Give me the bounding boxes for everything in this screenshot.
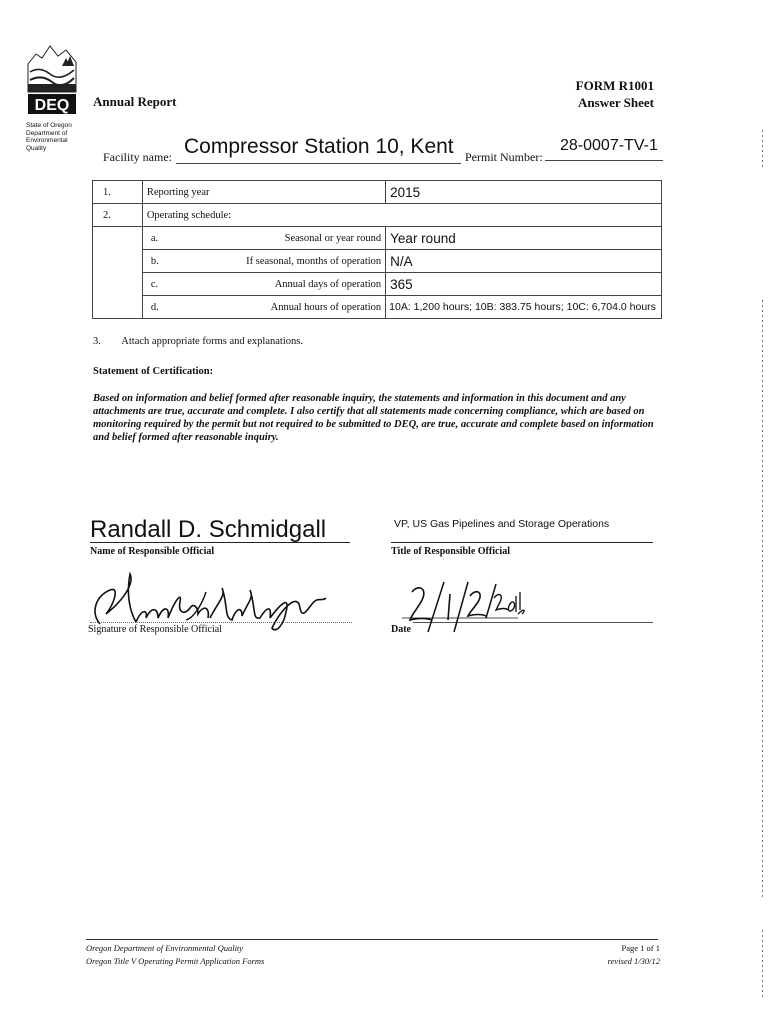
permit-label: Permit Number: [465,150,543,164]
sub-label: If seasonal, months of operation [179,250,386,273]
table-row [93,227,662,250]
logo-text: DEQ [34,97,70,114]
logo-caption-line: Environmental [26,137,68,144]
sub-label: Annual days of operation [179,273,386,296]
report-title: Annual Report [93,94,177,109]
name-underline [90,542,350,543]
signature-caption: Signature of Responsible Official [88,624,222,635]
table-row [93,273,662,296]
revision-date: revised 1/30/12 [607,956,660,966]
footer-rule [86,939,658,940]
footer-agency: Oregon Department of Environmental Quality [86,943,244,953]
footer-form-set: Oregon Title V Operating Permit Application Forms [86,956,265,966]
answer-table [92,180,662,319]
name-caption: Name of Responsible Official [90,546,215,557]
season-value: Year round [386,227,662,250]
official-name-value: Randall D. Schmidgall [90,516,327,543]
item-3-text: 3. Attach appropriate forms and explanations. [93,336,303,347]
permit-number-value: 28-0007-TV-1 [560,137,658,154]
sub-label: Annual hours of operation [179,296,386,319]
hours-value: 10A: 1,200 hours; 10B: 383.75 hours; 10C: 6,704.0 hours [386,296,662,319]
table-row [93,250,662,273]
row-number: 2. [93,204,143,227]
form-id: FORM R1001 [575,78,654,93]
row-label: Operating schedule: [142,204,661,227]
deq-logo [26,36,78,118]
row-label: Reporting year [142,181,385,204]
scan-edge-artifact [761,0,764,1024]
logo-caption-line: State of Oregon [26,122,72,129]
certification-heading: Statement of Certification: [93,366,214,377]
sub-label: Seasonal or year round [179,227,386,250]
date-caption: Date [391,624,411,635]
title-caption: Title of Responsible Official [391,546,510,557]
sub-letter: d. [142,296,179,319]
form-subtitle: Answer Sheet [578,95,654,110]
sub-letter: a. [142,227,179,250]
logo-caption-line: Quality [26,144,47,152]
reporting-year-value: 2015 [386,181,662,204]
sub-letter: c. [142,273,179,296]
logo-caption-line: Department of [26,129,68,137]
facility-label: Facility name: [103,150,172,164]
permit-underline [545,160,663,161]
logo-caption [26,122,86,152]
row-number: 1. [93,181,143,204]
sub-letter: b. [142,250,179,273]
facility-underline [176,163,461,164]
facility-name-value: Compressor Station 10, Kent [184,135,454,158]
table-row [93,181,662,204]
table-row [93,204,662,227]
months-value: N/A [386,250,662,273]
handwritten-date [398,578,528,634]
table-row [93,296,662,319]
title-underline [391,542,653,543]
signature-underline [90,622,352,623]
days-value: 365 [386,273,662,296]
certification-text: Based on information and belief formed after reasonable inquiry, the statements and information in this document and any attachments are true, accurate and complete. I also certify that all statements made concerning compliance, which are based on monitoring required by the permit but not required to be submitted to DEQ, are true, accurate and complete based on information and belief formed after reasonable inquiry. [93,393,654,443]
official-title-value: VP, US Gas Pipelines and Storage Operations [394,518,610,530]
page-number: Page 1 of 1 [621,943,660,953]
